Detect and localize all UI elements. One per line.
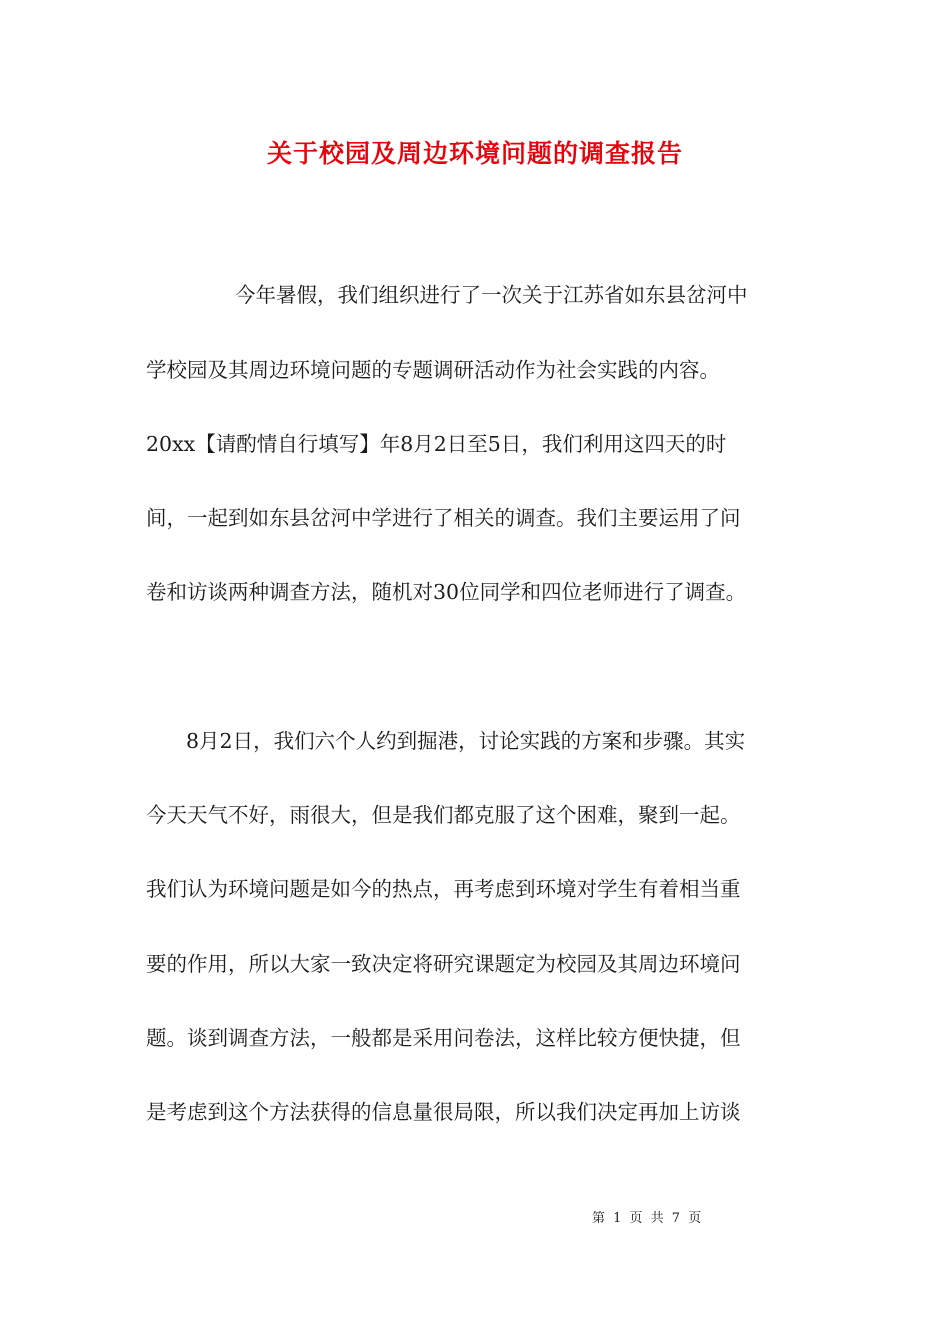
- paragraph-2-line-1: 8月2日，我们六个人约到掘港，讨论实践的方案和步骤。其实: [186, 729, 746, 753]
- paragraph-2-line-3: 我们认为环境问题是如今的热点，再考虑到环境对学生有着相当重: [146, 877, 741, 901]
- document-title: 关于校园及周边环境问题的调查报告: [266, 139, 683, 168]
- paragraph-1-line-5: 卷和访谈两种调查方法，随机对30位同学和四位老师进行了调查。: [146, 580, 747, 604]
- paragraph-1-line-3: 20xx【请酌情自行填写】年8月2日至5日，我们利用这四天的时: [146, 432, 727, 456]
- page-number-label: 第 1 页 共 7 页: [592, 1211, 702, 1226]
- paragraph-2-line-2: 今天天气不好，雨很大，但是我们都克服了这个困难，聚到一起。: [146, 803, 741, 827]
- paragraph-1-line-4: 间，一起到如东县岔河中学进行了相关的调查。我们主要运用了问: [146, 506, 741, 530]
- paragraph-1-line-2: 学校园及其周边环境问题的专题调研活动作为社会实践的内容。: [146, 358, 720, 382]
- paragraph-2-line-6: 是考虑到这个方法获得的信息量很局限，所以我们决定再加上访谈: [146, 1100, 741, 1124]
- paragraph-2-line-4: 要的作用，所以大家一致决定将研究课题定为校园及其周边环境问: [146, 952, 741, 976]
- paragraph-1-line-1: 今年暑假，我们组织进行了一次关于江苏省如东县岔河中: [235, 283, 748, 307]
- paragraph-2-line-5: 题。谈到调查方法，一般都是采用问卷法，这样比较方便快捷，但: [146, 1026, 741, 1050]
